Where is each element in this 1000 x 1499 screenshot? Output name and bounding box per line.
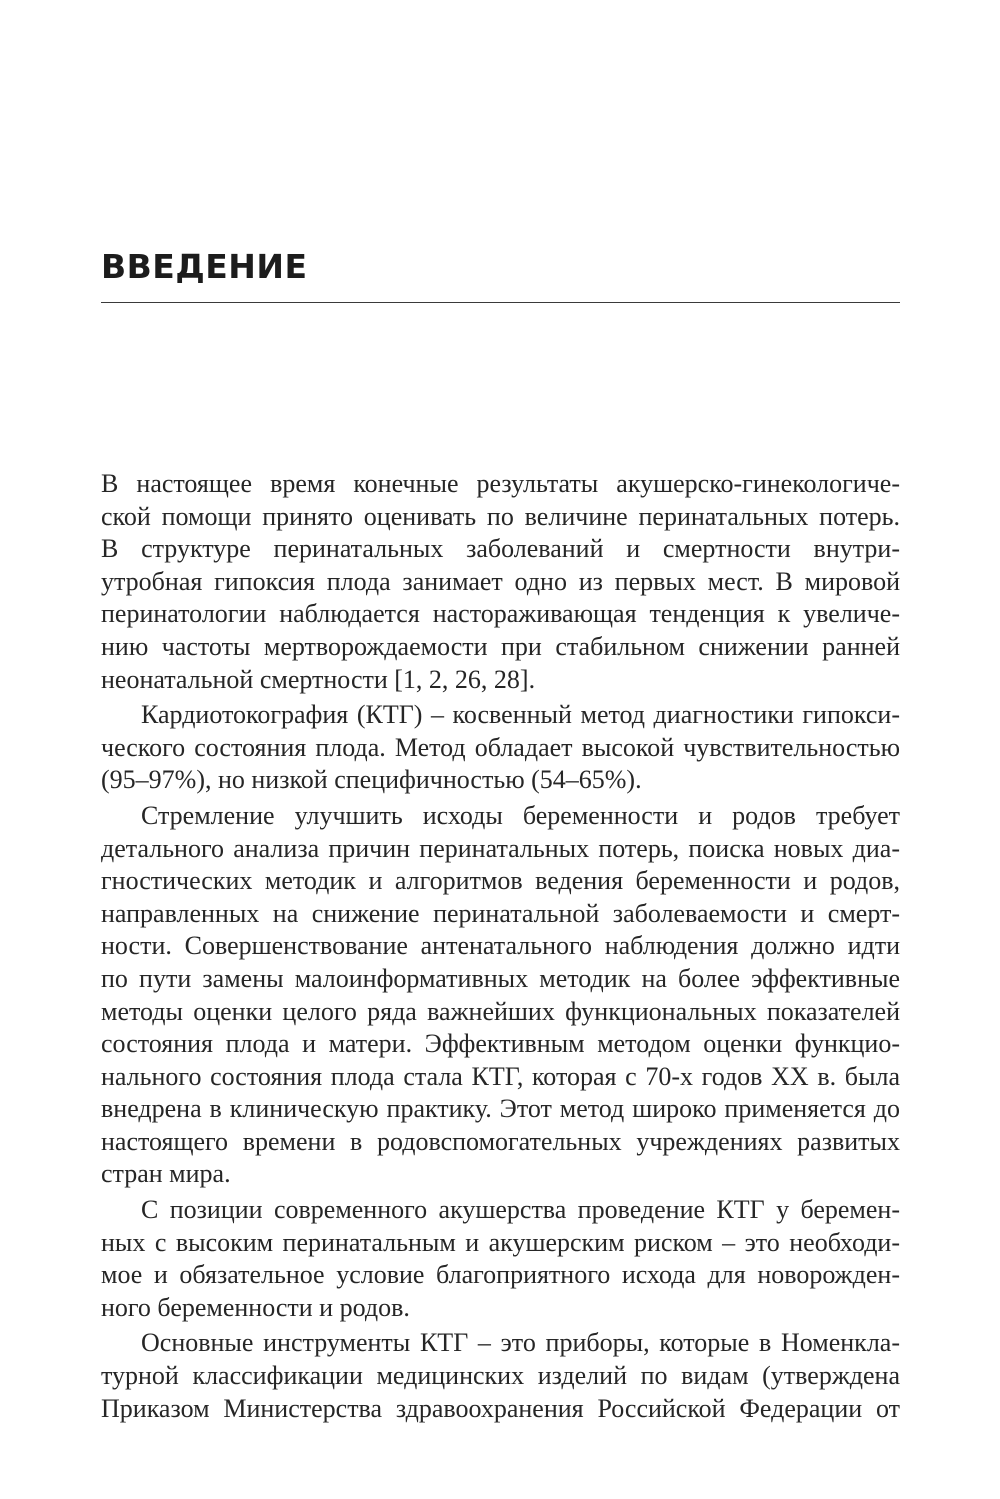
text-line: мое и обязательное условие благоприятного исхода для новорожден- — [101, 1260, 900, 1290]
text-line: ческого состояния плода. Метод обладает высокой чувствительностью — [101, 732, 900, 762]
text-line: состояния плода и матери. Эффективным методом оценки функцио- — [101, 1029, 900, 1059]
text-line: С позиции современного акушерства проведение КТГ у беремен- — [141, 1195, 900, 1225]
paragraph-3 — [101, 800, 900, 1191]
text-line: турной классификации медицинских изделий по видам (утверждена — [101, 1361, 900, 1391]
title-divider — [101, 302, 900, 303]
paragraph-2 — [101, 699, 900, 797]
text-line: утробная гипоксия плода занимает одно из первых мест. В мировой — [101, 566, 900, 596]
text-line: гностических методик и алгоритмов ведения беременности и родов, — [101, 866, 900, 896]
text-line: неонатальной смертности [1, 2, 26, 28]. — [101, 664, 536, 694]
text-line: Основные инструменты КТГ – это приборы, которые в Номенкла- — [141, 1328, 900, 1358]
chapter-title: ВВЕДЕНИЕ — [101, 247, 308, 286]
text-line: методы оценки целого ряда важнейших функциональных показателей — [101, 996, 900, 1026]
text-line: нию частоты мертворождаемости при стабильном снижении ранней — [101, 631, 900, 661]
text-line: нального состояния плода стала КТГ, которая с 70-х годов XX в. была — [101, 1061, 900, 1091]
text-line: В настоящее время конечные результаты акушерско-гинекологиче- — [101, 469, 900, 498]
text-line: стран мира. — [101, 1159, 231, 1189]
paragraph-4 — [101, 1194, 900, 1324]
text-line: по пути замены малоинформативных методик на более эффективные — [101, 963, 900, 993]
text-line: (95–97%), но низкой специфичностью (54–65%). — [101, 765, 642, 795]
text-line: Приказом Министерства здравоохранения Российской Федерации от — [101, 1393, 900, 1423]
paragraph-5 — [101, 1327, 900, 1425]
body-text — [101, 468, 900, 1428]
text-line: ных с высоким перинатальным и акушерским риском – это необходи- — [101, 1227, 900, 1257]
text-line: настоящего времени в родовспомогательных учреждениях развитых — [101, 1126, 900, 1156]
text-line: В структуре перинатальных заболеваний и смертности внутри- — [101, 534, 900, 564]
text-line: ного беременности и родов. — [101, 1292, 410, 1322]
text-line: детального анализа причин перинатальных потерь, поиска новых диа- — [101, 833, 900, 863]
text-line: Кардиотокография (КТГ) – косвенный метод диагностики гипокси- — [141, 700, 900, 730]
text-line: направленных на снижение перинатальной заболеваемости и смерт- — [101, 898, 900, 928]
text-line: ской помощи принято оценивать по величине перинатальных потерь. — [101, 501, 900, 531]
paragraph-1 — [101, 468, 900, 696]
text-line: Стремление улучшить исходы беременности и родов требует — [141, 800, 900, 830]
text-line: перинатологии наблюдается настораживающая тенденция к увеличе- — [101, 599, 900, 629]
text-line: внедрена в клиническую практику. Этот метод широко применяется до — [101, 1094, 900, 1124]
text-line: ности. Совершенствование антенатального наблюдения должно идти — [101, 931, 900, 961]
